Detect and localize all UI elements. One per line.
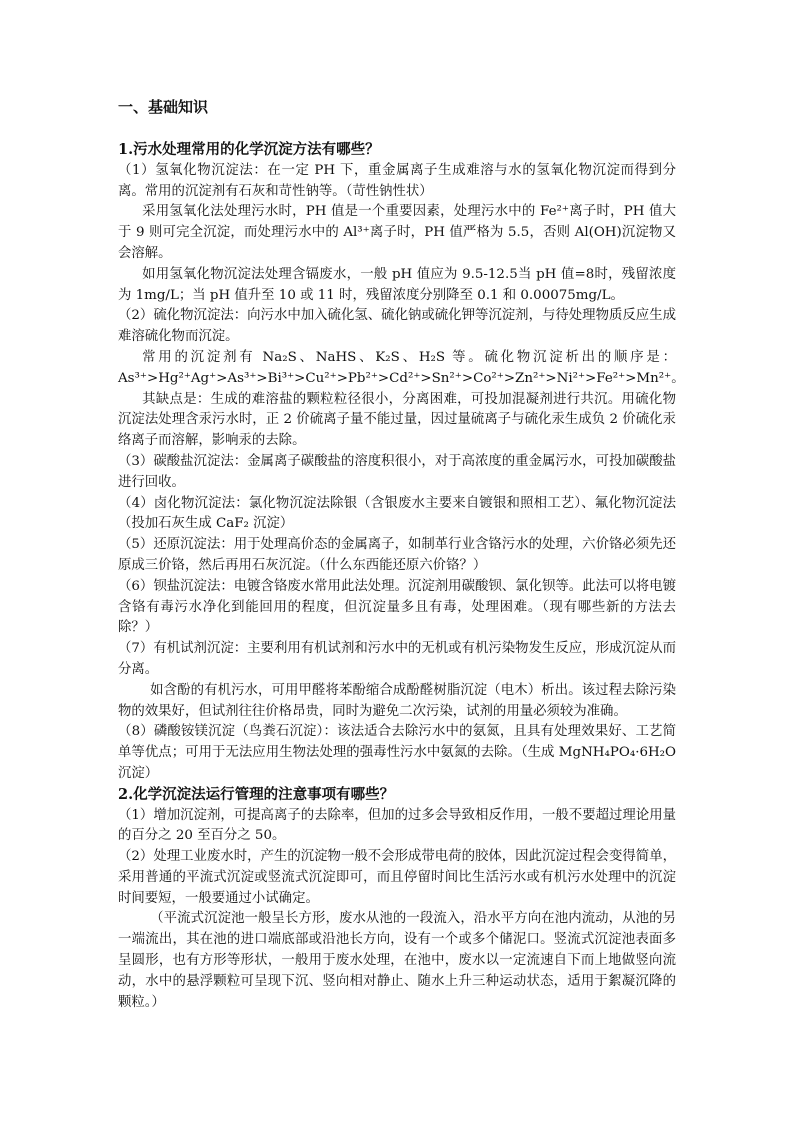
paragraph: （2）硫化物沉淀法：向污水中加入硫化氢、硫化钠或硫化钾等沉淀剂，与待处理物质反应生成难溶硫化物而沉淀。 <box>118 308 676 345</box>
document-body <box>118 140 685 1013</box>
paragraph: （4）卤化物沉淀法：氯化物沉淀法除银（含银废水主要来自镀银和照相工艺）、氟化物沉淀法（投加石灰生成 CaF₂ 沉淀） <box>118 495 676 532</box>
paragraph: （5）还原沉淀法：用于处理高价态的金属离子，如制革行业含铬污水的处理，六价铬必须先还原成三价铬，然后再用石灰沉淀。（什么东西能还原六价铬？） <box>118 537 676 573</box>
paragraph: （3）碳酸盐沉淀法：金属离子碳酸盐的溶度积很小，对于高浓度的重金属污水，可投加碳酸盐进行回收。 <box>118 453 676 490</box>
question-1-title: 1.污水处理常用的化学沉淀方法有哪些？ <box>118 141 380 158</box>
paragraph: 如用氢氧化物沉淀法处理含镉废水，一般 pH 值应为 9.5-12.5当 pH 值=8时，残留浓度为 1mg/L；当 pH 值升至 10 或 11 时，残留浓度分别降至 0.1 和 0.00075mg/L。 <box>118 266 676 303</box>
paragraph: （7）有机试剂沉淀：主要利用有机试剂和污水中的无机或有机污染物发生反应，形成沉淀从而分离。 <box>118 641 676 677</box>
question-2-title: 2.化学沉淀法运行管理的注意事项有哪些？ <box>118 785 395 803</box>
paragraph: （1）增加沉淀剂，可提高离子的去除率，但加的过多会导致相反作用，一般不要超过理论用量的百分之 20 至百分之 50。 <box>118 807 676 844</box>
paragraph: （8）磷酸铵镁沉淀（鸟粪石沉淀）：该法适合去除污水中的氨氮，且具有处理效果好、工艺简单等优点；可用于无法应用生物法处理的强毒性污水中氨氮的去除。（生成 MgNH₄PO₄·6H₂O 沉淀） <box>118 724 676 781</box>
paragraph: 采用氢氧化法处理污水时，PH 值是一个重要因素，处理污水中的 Fe²⁺离子时，PH 值大于 9 则可完全沉淀，而处理污水中的 Al³⁺离子时，PH 值严格为 5.5，否则 Al(OH)沉淀物又会溶解。 <box>118 204 676 261</box>
paragraph: 常用的沉淀剂有 Na₂S、NaHS、K₂S、H₂S 等。硫化物沉淀析出的顺序是：As³⁺>Hg²⁺Ag⁺>As³⁺>Bi³⁺>Cu²⁺>Pb²⁺>Cd²⁺>Sn²⁺>Co²⁺>Zn²⁺>Ni²⁺>Fe²⁺>Mn²⁺。 <box>118 349 685 386</box>
paragraph: 如含酚的有机污水，可用甲醛将苯酚缩合成酚醛树脂沉淀（电木）析出。该过程去除污染物的效果好，但试剂往往价格昂贵，同时为避免二次污染，试剂的用量必须较为准确。 <box>118 682 676 719</box>
paragraph: 其缺点是：生成的难溶盐的颗粒粒径很小，分离困难，可投加混凝剂进行共沉。用硫化物沉淀法处理含汞污水时，正 2 价硫离子量不能过量，因过量硫离子与硫化汞生成负 2 价硫化汞络离子而溶解，影响汞的去除。 <box>118 391 676 449</box>
section-heading: 一、基础知识 <box>118 98 209 116</box>
paragraph: （6）钡盐沉淀法：电镀含铬废水常用此法处理。沉淀剂用碳酸钡、氯化钡等。此法可以将电镀含铬有毒污水净化到能回用的程度，但沉淀量多且有毒，处理困难。（现有哪些新的方法去除？） <box>118 578 676 636</box>
paragraph: （平流式沉淀池一般呈长方形，废水从池的一段流入，沿水平方向在池内流动，从池的另一端流出，其在池的进口端底部或沿池长方向，设有一个或多个储泥口。竖流式沉淀池表面多呈圆形，也有方形等形状，一般用于废水处理，在池中，废水以一定流速自下而上地做竖向流动，水中的悬浮颗粒可呈现下沉、竖向相对静止、随水上升三种运动状态，适用于絮凝沉降的颗粒。） <box>118 911 676 1010</box>
paragraph: （1）氢氧化物沉淀法：在一定 PH 下，重金属离子生成难溶与水的氢氧化物沉淀而得到分离。常用的沉淀剂有石灰和苛性钠等。（苛性钠性状） <box>118 162 676 199</box>
paragraph: （2）处理工业废水时，产生的沉淀物一般不会形成带电荷的胶体，因此沉淀过程会变得简单，采用普通的平流式沉淀或竖流式沉淀即可，而且停留时间比生活污水或有机污水处理中的沉淀时间要短，一般要通过小试确定。 <box>118 849 676 906</box>
